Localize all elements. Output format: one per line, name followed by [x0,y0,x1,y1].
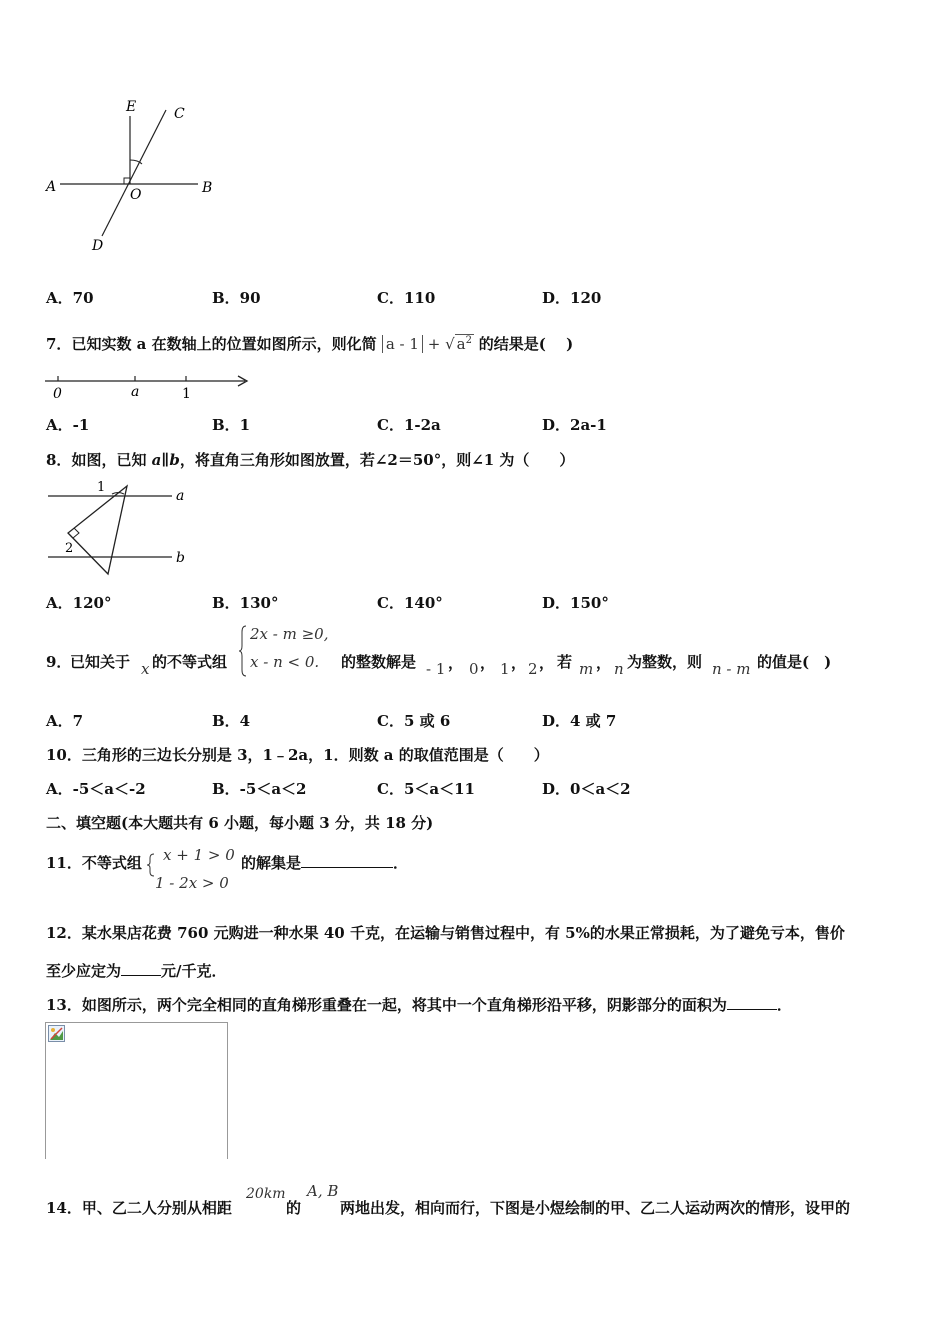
q12-answer-blank[interactable] [121,961,161,976]
section-heading: 二、填空题(本大题共有 6 小题，每小题 3 分，共 18 分) [46,814,434,832]
label-d: D [92,238,104,254]
q7-option-c: C．1-2a [377,416,441,434]
q8-option-b: B．130° [212,594,279,612]
angle-figure [40,98,220,258]
q7-text-before: 已知实数 a 在数轴上的位置如图所示，则化简 [71,335,377,353]
q9-inequality-1: 2x - m ≥0, [250,625,329,643]
broken-image-placeholder [45,1022,228,1159]
label-c: C [174,106,185,122]
q7-number: 7． [46,335,72,353]
question-7 [46,333,573,354]
q11-text-2 [241,852,408,873]
q9-n: n [614,660,624,678]
angle1-label: 1 [97,480,106,495]
q8-number: 8． [46,451,72,469]
q9-value-1: 1 [500,660,510,678]
q14-text-1: 14．甲、乙二人分别从相距 [46,1199,232,1217]
q10-option-d: D．0＜a＜2 [542,780,631,798]
q9-text-3: 的整数解是 [341,653,417,671]
label-b: B [202,180,213,196]
q9-text-2: 的不等式组 [152,653,228,671]
q14-points: A, B [307,1182,339,1200]
label-o: O [130,187,142,203]
broken-image-icon [48,1025,66,1043]
q9-option-b: B．4 [212,712,251,730]
q9-comma-3: ， [511,654,527,672]
q9-inequality-2: x - n < 0. [250,653,320,671]
q9-value-neg1: - 1 [426,660,446,678]
q9-number: 9． [46,653,72,671]
q12-line-2 [46,960,227,981]
right-triangle [68,486,127,574]
angle2-label: 2 [65,541,74,556]
q6-option-a: A．70 [46,289,94,307]
question-8 [46,449,574,470]
q12-line-1: 12．某水果店花费 760 元购进一种水果 40 千克，在运输与销售过程中，有 5%的水果正常损耗，为了避免亏本，售价 [46,924,845,942]
q8-text-2: ，将直角三角形如图放置，若∠2＝50°，则∠1 为（ ） [179,451,575,469]
tick-label-one: 1 [182,386,191,402]
q8-option-c: C．140° [377,594,443,612]
label-e: E [126,99,137,115]
label-a: A [46,179,57,195]
q11-inequality-1: x + 1 > 0 [163,846,235,864]
q10-option-c: C．5＜a＜11 [377,780,475,798]
q7-expression [382,334,479,353]
q8-option-a: A．120° [46,594,112,612]
q9-value-2: 2 [528,660,538,678]
tick-label-a: a [131,384,140,400]
q9-comma-5: ， [596,654,612,672]
q6-option-c: C．110 [377,289,436,307]
q9-comma-1: ， [448,654,464,672]
question-10: 10．三角形的三边长分别是 3，1﹣2a，1．则数 a 的取值范围是（ ） [46,746,549,764]
q7-option-b: B．1 [212,416,251,434]
q9-option-d: D．4 或 7 [542,712,617,730]
sqrt-icon: √ [445,335,455,353]
q13-answer-blank[interactable] [727,995,777,1010]
q9-text-5: 为整数，则 [627,653,703,671]
q11-answer-blank[interactable] [301,853,393,868]
question-13 [46,994,792,1015]
q8-option-d: D．150° [542,594,609,612]
q9-text-6: 的值是( ) [757,653,832,671]
q9-comma-2: ， [480,654,496,672]
q11-text-1: 11．不等式组 [46,854,142,872]
line-a-label: a [176,488,185,504]
q9-n-minus-m: n - m [712,660,751,678]
q8-parallel: a∥b [151,451,180,469]
q9-text-1: 已知关于 [70,653,131,671]
q6-option-b: B．90 [212,289,261,307]
line-b-label: b [176,550,185,566]
triangle-figure [40,476,200,580]
q11-prompt: 的解集是 [241,854,302,872]
number-line [40,370,260,402]
q9-option-a: A．7 [46,712,84,730]
q11-period: ． [393,854,409,872]
q13-text: 13．如图所示，两个完全相同的直角梯形重叠在一起，将其中一个直角梯形沿平移，阴影部分的面积为 [46,996,727,1014]
q9-comma-4: ， [539,654,555,672]
q9-value-0: 0 [469,660,479,678]
q7-plus: + [427,335,441,353]
q9-m: m [579,660,594,678]
q12-text-b: 元/千克． [161,962,227,980]
q7-sqrt-arg [455,334,474,353]
q7-sqrt-exp: 2 [465,335,472,346]
q7-text-after: 的结果是( ) [478,335,574,353]
q14-text-3: 两地出发，相向而行，下图是小煜绘制的甲、乙二人运动两次的情形，设甲的 [340,1199,851,1217]
q14-distance: 20km [246,1186,286,1202]
q10-option-b: B．-5＜a＜2 [212,780,307,798]
q9-x: x [141,660,150,678]
q10-option-a: A．-5＜a＜-2 [46,780,146,798]
q13-period: ． [776,996,792,1014]
q11-inequality-2: 1 - 2x > 0 [155,874,229,892]
q9-text-4: 若 [557,653,573,671]
line-cd [102,110,166,236]
q7-option-a: A．-1 [46,416,90,434]
q7-sqrt-base: a [456,335,466,353]
q12-text-a: 至少应定为 [46,962,122,980]
q7-abs: a - 1 [382,335,423,353]
triangle-right-angle-mark [73,528,79,538]
q7-option-d: D．2a-1 [542,416,607,434]
q9-brace-icon [238,624,248,678]
q9-option-c: C．5 或 6 [377,712,451,730]
q14-text-2: 的 [286,1199,302,1217]
q6-option-d: D．120 [542,289,602,307]
tick-label-zero: 0 [53,386,62,402]
q8-text-1: 如图，已知 [71,451,152,469]
